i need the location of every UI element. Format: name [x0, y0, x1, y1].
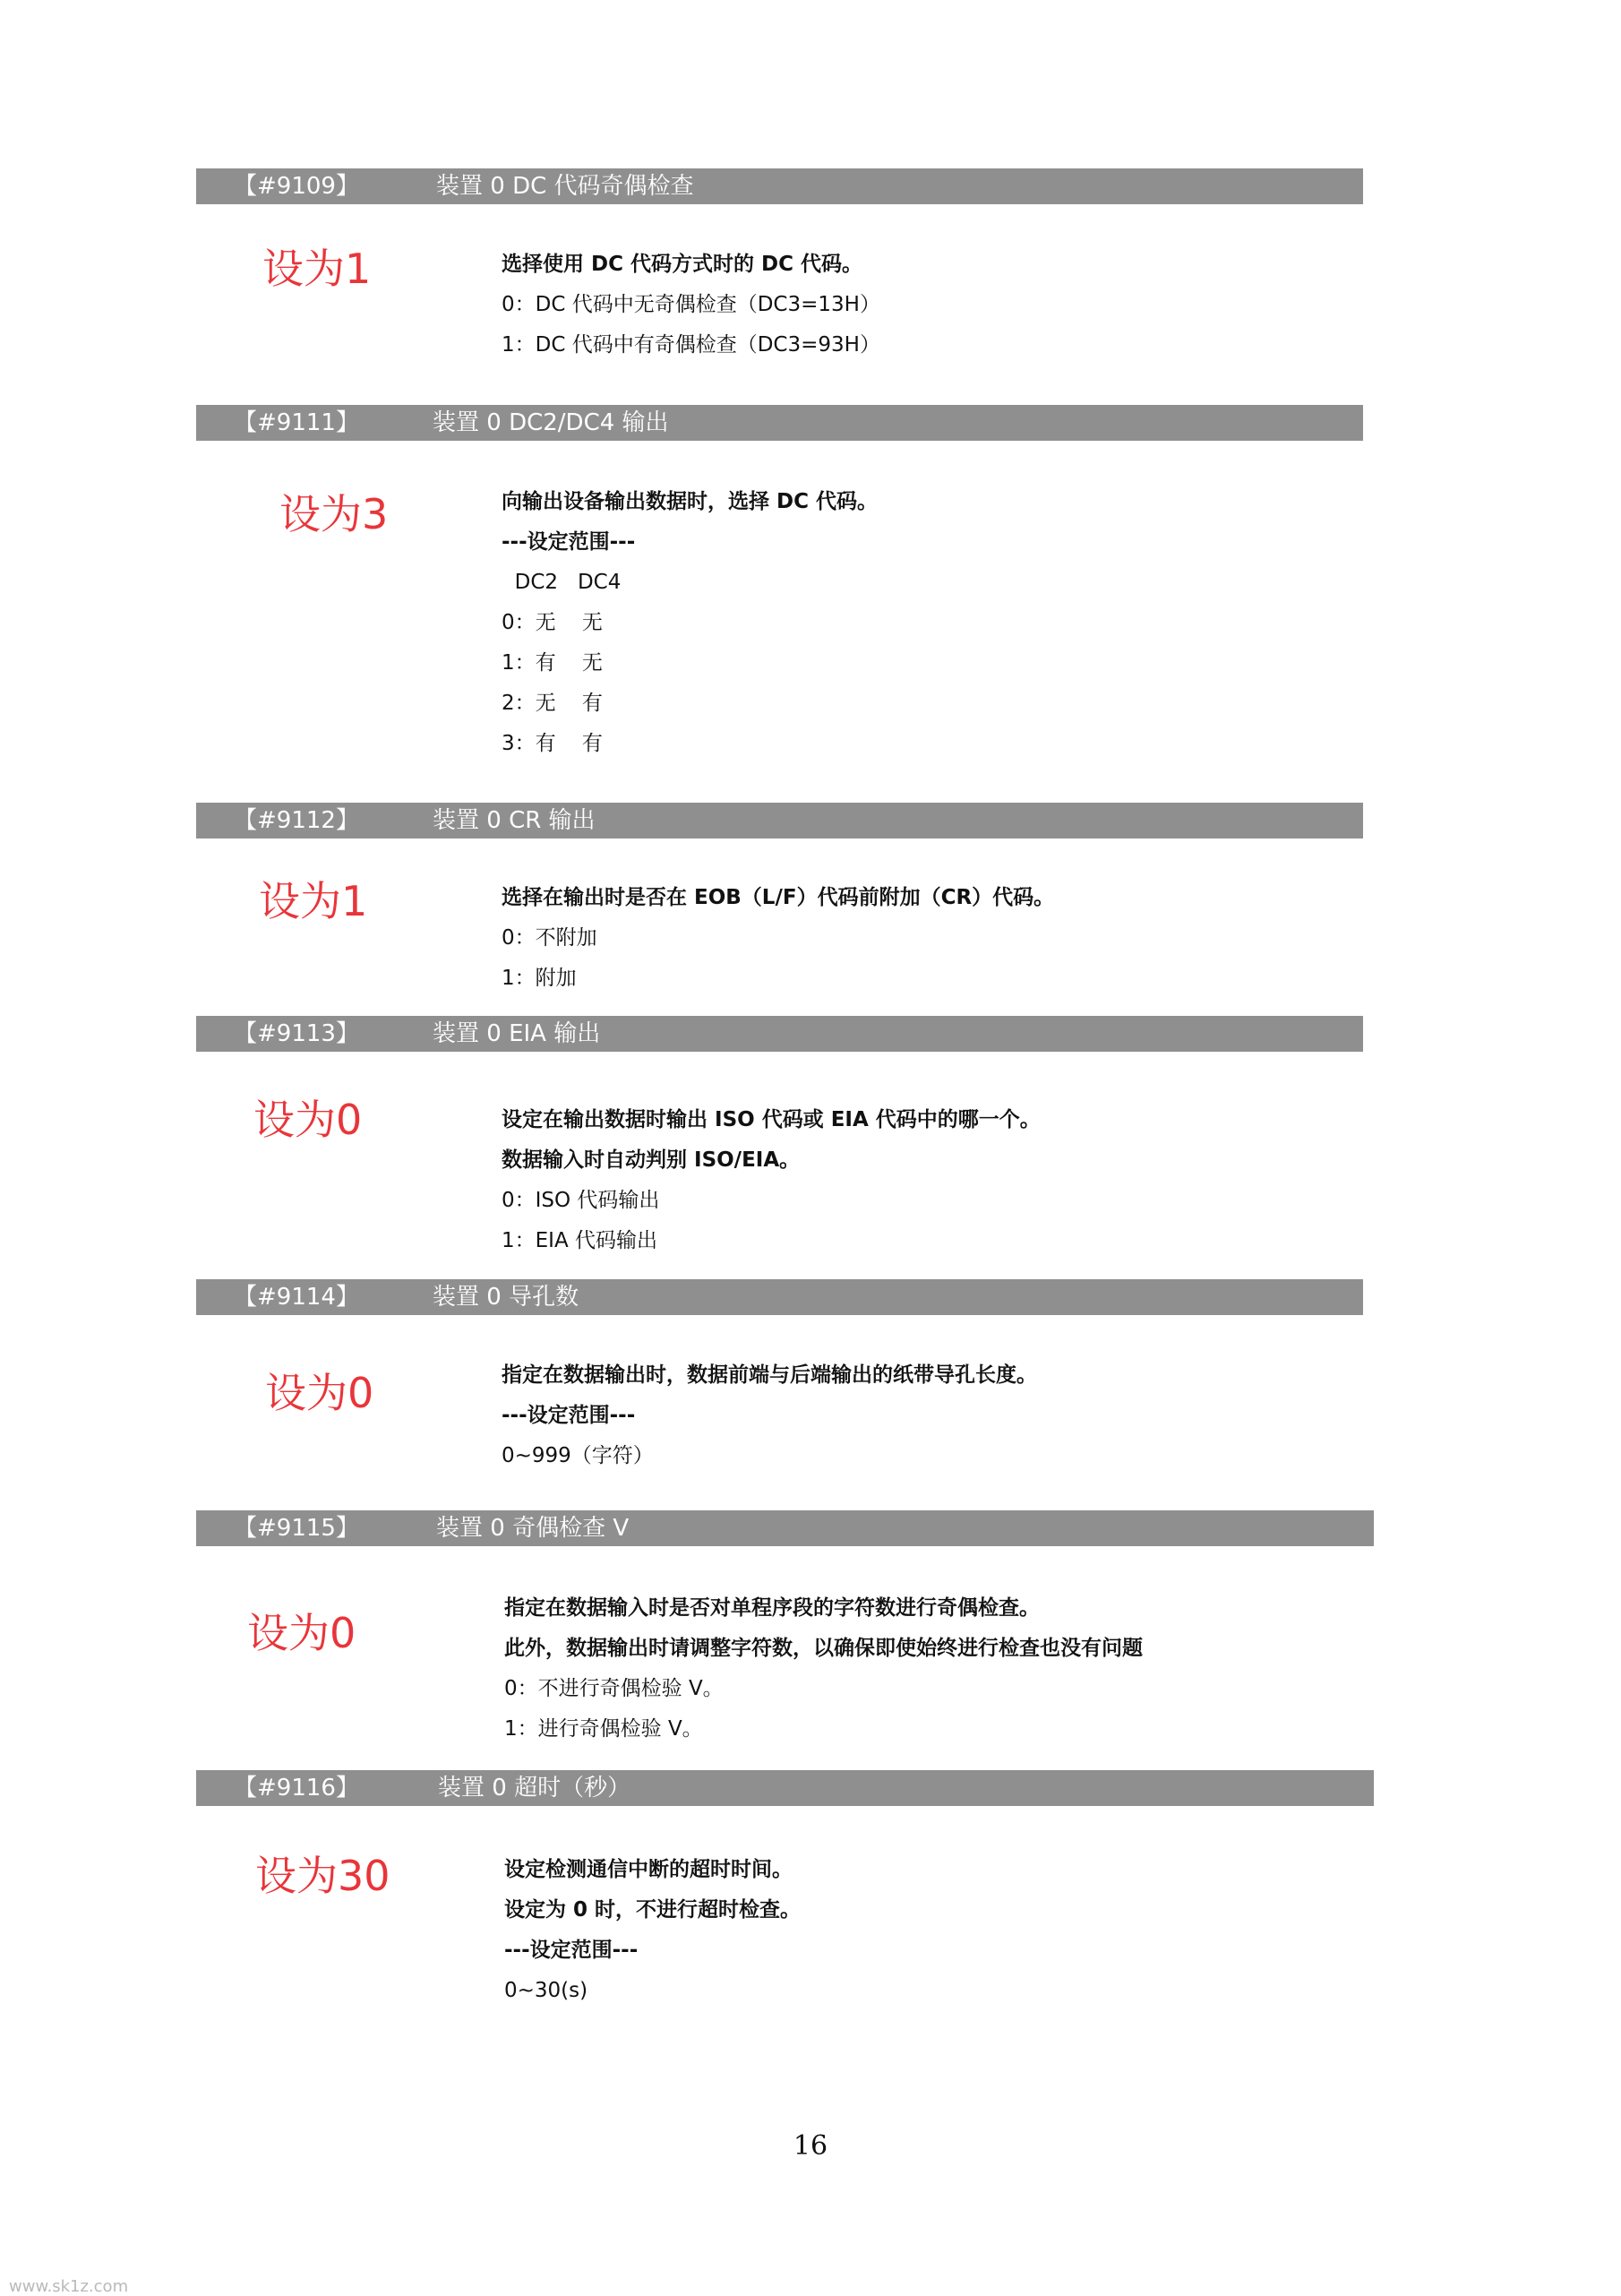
option-line: 2：无 有: [502, 692, 603, 715]
range-heading: ---设定范围---: [504, 1939, 639, 1962]
page-number: 16: [793, 2130, 828, 2162]
option-line: 1：进行奇偶检验 V。: [504, 1717, 703, 1741]
option-line: 0：无 无: [502, 611, 603, 634]
section-code: 【#9116】: [234, 1775, 359, 1802]
section-code: 【#9114】: [234, 1284, 359, 1311]
section-code: 【#9112】: [234, 807, 359, 834]
range-value: 0~30(s): [504, 1979, 588, 2002]
section-title: 装置 0 DC2/DC4 输出: [433, 409, 669, 436]
section-header-9114: [196, 1279, 1363, 1315]
description-line: 设定在输出数据时输出 ISO 代码或 EIA 代码中的哪一个。: [502, 1108, 1041, 1131]
option-line: 3：有 有: [502, 732, 603, 755]
description-line: 数据输入时自动判别 ISO/EIA。: [502, 1148, 801, 1172]
section-header-9111: [196, 405, 1363, 441]
option-line: 1：DC 代码中有奇偶检查（DC3=93H）: [502, 333, 880, 357]
set-value-annotation: 设为3: [279, 490, 389, 538]
section-title: 装置 0 DC 代码奇偶检查: [436, 173, 694, 200]
option-line: 1：有 无: [502, 651, 603, 675]
section-title: 装置 0 奇偶检查 V: [436, 1515, 630, 1542]
description-line: 向输出设备输出数据时，选择 DC 代码。: [502, 490, 878, 513]
set-value-annotation: 设为1: [259, 877, 368, 925]
option-line: 0：不进行奇偶检验 V。: [504, 1677, 724, 1700]
set-value-annotation: 设为0: [253, 1096, 363, 1144]
option-line: 0：DC 代码中无奇偶检查（DC3=13H）: [502, 293, 880, 316]
range-heading: ---设定范围---: [502, 530, 636, 554]
section-code: 【#9111】: [234, 409, 359, 436]
description-line: 设定为 0 时，不进行超时检查。: [504, 1898, 802, 1922]
description-line: 设定检测通信中断的超时时间。: [504, 1858, 793, 1881]
range-value: 0~999（字符）: [502, 1444, 654, 1467]
description-line: 指定在数据输出时，数据前端与后端输出的纸带导孔长度。: [502, 1363, 1037, 1387]
set-value-annotation: 设为1: [262, 245, 372, 293]
section-title: 装置 0 超时（秒）: [438, 1775, 631, 1802]
set-value-annotation: 设为30: [255, 1852, 390, 1900]
section-title: 装置 0 CR 输出: [433, 807, 596, 834]
option-line: 0：ISO 代码输出: [502, 1189, 660, 1212]
section-title: 装置 0 导孔数: [433, 1284, 579, 1311]
column-header-line: DC2 DC4: [502, 571, 622, 594]
watermark: www.sk1z.com: [9, 2277, 129, 2296]
section-code: 【#9115】: [234, 1515, 359, 1542]
section-code: 【#9113】: [234, 1020, 359, 1047]
set-value-annotation: 设为0: [265, 1369, 374, 1417]
section-header-9113: [196, 1016, 1363, 1052]
section-header-9112: [196, 803, 1363, 838]
description-line: 选择使用 DC 代码方式时的 DC 代码。: [502, 253, 862, 276]
option-line: 1：EIA 代码输出: [502, 1229, 657, 1252]
section-title: 装置 0 EIA 输出: [433, 1020, 601, 1047]
option-line: 0：不附加: [502, 926, 597, 950]
section-header-9116: [196, 1770, 1374, 1806]
section-header-9115: [196, 1510, 1374, 1546]
set-value-annotation: 设为0: [247, 1609, 356, 1657]
range-heading: ---设定范围---: [502, 1404, 636, 1427]
section-header-9109: [196, 168, 1363, 204]
description-line: 选择在输出时是否在 EOB（L/F）代码前附加（CR）代码。: [502, 886, 1055, 909]
description-line: 指定在数据输入时是否对单程序段的字符数进行奇偶检查。: [504, 1596, 1040, 1620]
option-line: 1：附加: [502, 967, 577, 990]
section-code: 【#9109】: [234, 173, 359, 200]
description-line: 此外，数据输出时请调整字符数，以确保即使始终进行检查也没有问题: [504, 1637, 1143, 1660]
